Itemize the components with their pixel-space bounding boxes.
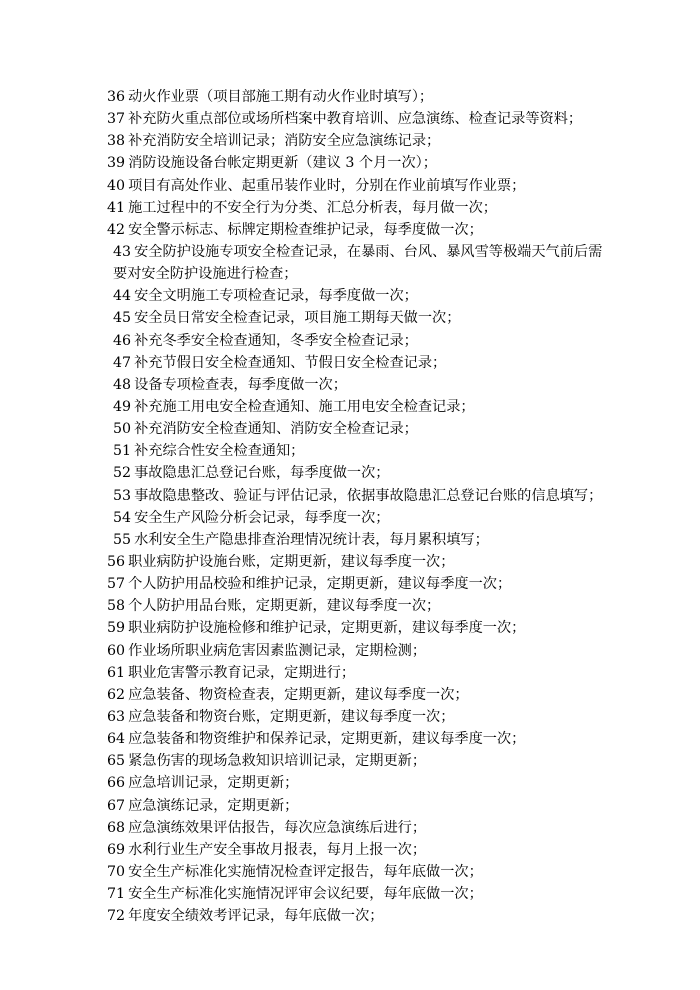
list-item (0, 595, 700, 617)
list-item (0, 551, 700, 573)
item-text: 安全生产标准化实施情况评审会议纪要，每年底做一次； (128, 886, 483, 903)
item-text: 安全员日常安全检查记录，项目施工期每天做一次； (134, 310, 461, 327)
item-text: 项目有高处作业、起重吊装作业时，分别在作业前填写作业票； (128, 177, 526, 194)
item-text: 个人防护用品校验和维护记录，定期更新，建议每季度一次； (128, 576, 512, 593)
item-number: 45 (113, 310, 132, 327)
item-number: 36 (107, 89, 126, 105)
item-text: 施工过程中的不安全行为分类、汇总分析表，每月做一次； (128, 199, 497, 216)
item-number: 61 (107, 664, 126, 681)
list-item (0, 507, 700, 529)
list-item (0, 684, 700, 706)
list-item (0, 219, 700, 241)
item-text: 事故隐患汇总登记台账，每季度做一次； (134, 465, 390, 482)
list-item (0, 905, 700, 927)
list-item (0, 152, 700, 174)
item-text: 应急装备和物资维护和保养记录，定期更新，建议每季度一次； (128, 731, 526, 748)
item-number: 51 (113, 443, 132, 460)
item-number: 62 (107, 686, 126, 703)
list-item (0, 108, 700, 130)
item-number: 64 (107, 731, 126, 748)
requirements-list (0, 86, 700, 927)
item-number: 69 (107, 841, 126, 858)
item-number: 71 (107, 886, 126, 903)
item-number: 57 (107, 576, 126, 593)
item-text: 补充冬季安全检查通知，冬季安全检查记录； (134, 332, 418, 349)
item-text: 安全文明施工专项检查记录，每季度做一次； (134, 288, 418, 305)
item-number: 70 (107, 863, 126, 880)
item-text: 水利安全生产隐患排查治理情况统计表，每月累积填写； (134, 531, 489, 548)
list-item (0, 662, 700, 684)
item-number: 54 (113, 509, 132, 526)
item-number: 56 (107, 553, 126, 570)
item-number: 65 (107, 753, 126, 770)
list-item (0, 728, 700, 750)
item-text: 职业危害警示教育记录，定期进行； (128, 664, 356, 681)
item-number: 44 (113, 288, 132, 305)
item-number: 52 (113, 465, 132, 482)
item-text: 动火作业票（项目部施工期有动火作业时填写）； (128, 89, 434, 105)
item-number: 41 (107, 199, 126, 216)
item-number: 37 (107, 111, 126, 128)
list-item (0, 418, 700, 440)
item-text: 紧急伤害的现场急救知识培训记录，定期更新； (128, 753, 427, 770)
item-text: 补充消防安全培训记录；消防安全应急演练记录； (128, 133, 441, 150)
item-text: 职业病防护设施台账，定期更新，建议每季度一次； (128, 553, 455, 570)
item-number: 50 (113, 421, 132, 438)
list-item (0, 330, 700, 352)
list-item (0, 130, 700, 152)
item-text: 作业场所职业病危害因素监测记录，定期检测； (128, 642, 427, 659)
list-item-continuation (0, 263, 700, 285)
item-text: 安全警示标志、标牌定期检查维护记录，每季度做一次； (128, 221, 483, 238)
item-number: 68 (107, 819, 126, 836)
list-item (0, 285, 700, 307)
list-item (0, 197, 700, 219)
item-number: 58 (107, 598, 126, 615)
item-number: 60 (107, 642, 126, 659)
item-text: 应急演练效果评估报告，每次应急演练后进行； (128, 819, 427, 836)
list-item (0, 883, 700, 905)
list-item (0, 307, 700, 329)
item-number: 63 (107, 708, 126, 725)
item-text: 设备专项检查表，每季度做一次； (134, 376, 347, 393)
item-text: 年度安全绩效考评记录，每年底做一次； (128, 908, 384, 925)
list-item (0, 529, 700, 551)
item-number: 67 (107, 797, 126, 814)
item-text: 消防设施设备台帐定期更新（建议 3 个月一次）； (128, 155, 437, 172)
list-item (0, 485, 700, 507)
list-item (0, 175, 700, 197)
list-item (0, 86, 700, 108)
item-text: 安全生产标准化实施情况检查评定报告，每年底做一次； (128, 863, 483, 880)
item-text: 补充消防安全检查通知、消防安全检查记录； (134, 421, 418, 438)
list-item (0, 396, 700, 418)
item-number: 46 (113, 332, 132, 349)
item-number: 39 (107, 155, 126, 172)
item-number: 38 (107, 133, 126, 150)
item-number: 53 (113, 487, 132, 504)
item-text: 补充综合性安全检查通知； (134, 443, 305, 460)
item-number: 49 (113, 398, 132, 415)
item-number: 42 (107, 221, 126, 238)
item-number: 43 (113, 243, 132, 260)
item-text: 应急装备、物资检查表，定期更新，建议每季度一次； (128, 686, 469, 703)
item-text: 要对安全防护设施进行检查； (113, 266, 298, 283)
item-number: 48 (113, 376, 132, 393)
item-number: 72 (107, 908, 126, 925)
item-text: 事故隐患整改、验证与评估记录，依据事故隐患汇总登记台账的信息填写； (134, 487, 603, 504)
item-number: 59 (107, 620, 126, 637)
list-item (0, 640, 700, 662)
item-text: 补充防火重点部位或场所档案中教育培训、应急演练、检查记录等资料； (128, 111, 583, 128)
item-text: 安全生产风险分析会记录，每季度一次； (134, 509, 390, 526)
list-item (0, 617, 700, 639)
item-text: 水利行业生产安全事故月报表，每月上报一次； (128, 841, 427, 858)
list-item (0, 795, 700, 817)
item-text: 补充施工用电安全检查通知、施工用电安全检查记录； (134, 398, 475, 415)
list-item (0, 772, 700, 794)
list-item (0, 839, 700, 861)
list-item (0, 861, 700, 883)
item-number: 40 (107, 177, 126, 194)
list-item (0, 706, 700, 728)
item-text: 应急装备和物资台账，定期更新，建议每季度一次； (128, 708, 455, 725)
item-text: 个人防护用品台账，定期更新，建议每季度一次； (128, 598, 441, 615)
list-item (0, 352, 700, 374)
list-item (0, 241, 700, 263)
item-number: 66 (107, 775, 126, 792)
list-item (0, 573, 700, 595)
item-text: 补充节假日安全检查通知、节假日安全检查记录； (134, 354, 447, 371)
list-item (0, 440, 700, 462)
item-text: 职业病防护设施检修和维护记录，定期更新，建议每季度一次； (128, 620, 526, 637)
list-item (0, 374, 700, 396)
item-number: 47 (113, 354, 132, 371)
item-text: 应急演练记录，定期更新； (128, 797, 299, 814)
item-text: 安全防护设施专项安全检查记录，在暴雨、台风、暴风雪等极端天气前后需 (134, 243, 603, 260)
item-number: 55 (113, 531, 132, 548)
list-item (0, 750, 700, 772)
list-item (0, 817, 700, 839)
item-text: 应急培训记录，定期更新； (128, 775, 299, 792)
list-item (0, 462, 700, 484)
